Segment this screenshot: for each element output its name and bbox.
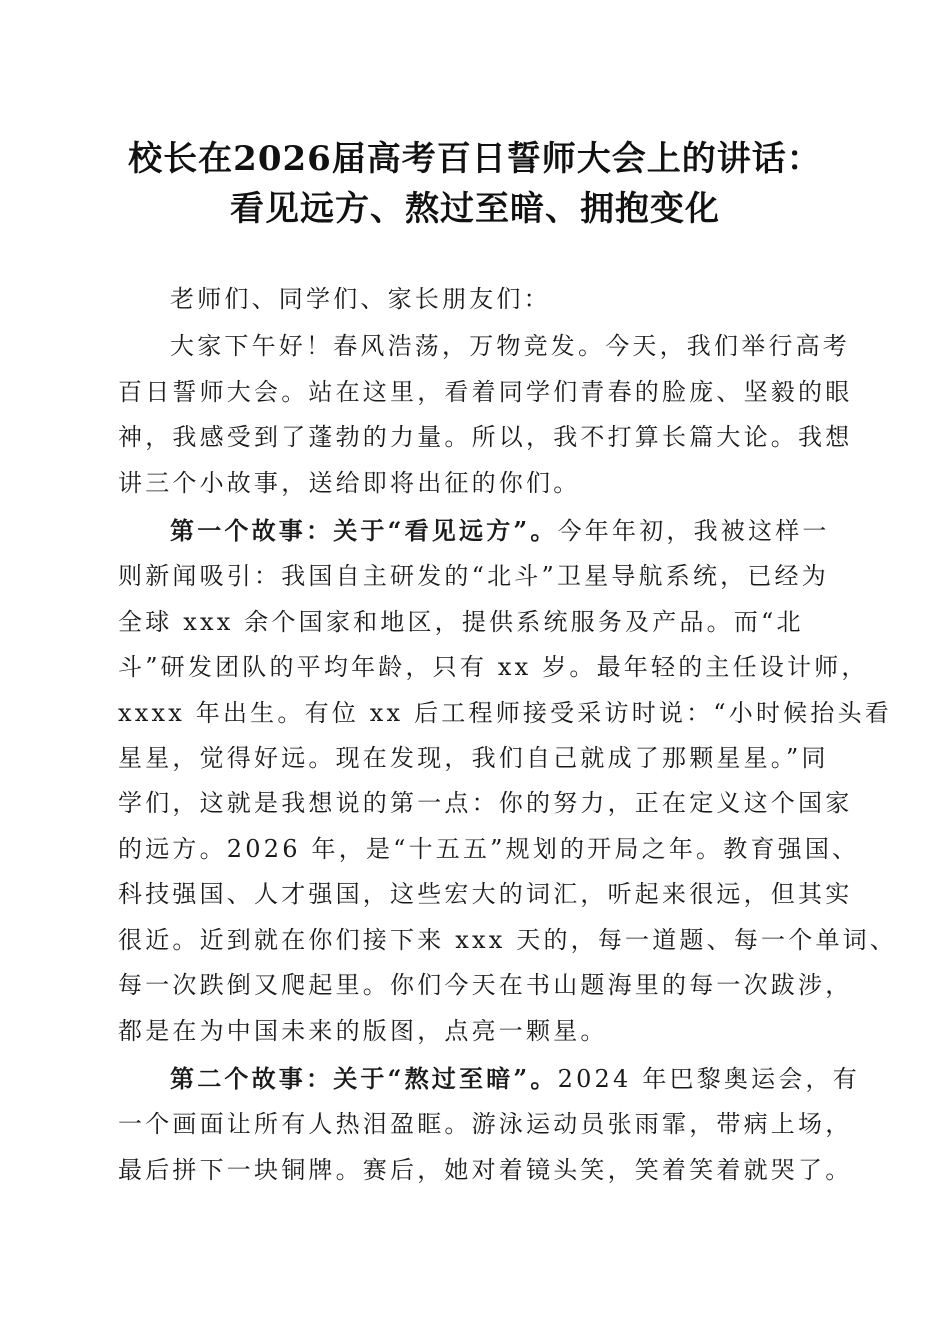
- paragraph-greeting: [118, 324, 853, 506]
- paragraph-line: 斗”研发团队的平均年龄，只有 xx 岁。最年轻的主任设计师，: [118, 653, 869, 682]
- salutation: 老师们、同学们、家长朋友们：: [170, 285, 551, 313]
- paragraph-line: [118, 1056, 860, 1102]
- paragraph-line: 讲三个小故事，送给即将出征的你们。: [118, 468, 581, 497]
- paragraph-line: 星星，觉得好远。现在发现，我们自己就成了那颗星星。”同: [118, 744, 829, 773]
- title-line-2: 看见远方、熬过至暗、拥抱变化: [230, 189, 720, 229]
- paragraph-line: [118, 508, 830, 554]
- paragraph-line: 则新闻吸引：我国自主研发的“北斗”卫星导航系统，已经为: [118, 562, 829, 591]
- story-two-heading: 第二个故事：关于“熬过至暗”。: [170, 1063, 558, 1093]
- paragraph-line: 全球 xxx 余个国家和地区，提供系统服务及产品。而“北: [118, 607, 804, 636]
- story-one-heading: 第一个故事：关于“看见远方”。: [170, 516, 558, 546]
- paragraph-line-text: 2024 年巴黎奥运会，有: [557, 1064, 860, 1093]
- paragraph-line: 都是在为中国未来的版图，点亮一颗星。: [118, 1016, 608, 1045]
- paragraph-line: 科技强国、人才强国，这些宏大的词汇，听起来很远，但其实: [118, 880, 853, 909]
- paragraph-line: 的远方。2026 年，是“十五五”规划的开局之年。教育强国、: [118, 834, 860, 863]
- paragraph-line: 很近。近到就在你们接下来 xxx 天的，每一道题、每一个单词、: [118, 925, 898, 954]
- paragraph-line: 学们，这就是我想说的第一点：你的努力，正在定义这个国家: [118, 789, 853, 818]
- paragraph-line: xxxx 年出生。有位 xx 后工程师接受采访时说：“小时候抬头看: [118, 698, 892, 727]
- paragraph-story-two: [118, 1056, 860, 1193]
- paragraph-line: 百日誓师大会。站在这里，看着同学们青春的脸庞、坚毅的眼: [118, 377, 853, 406]
- paragraph-line: 最后拼下一块铜牌。赛后，她对着镜头笑，笑着笑着就哭了。: [118, 1155, 853, 1184]
- title-line-1: 校长在2026届高考百日誓师大会上的讲话：: [128, 139, 822, 179]
- paragraph-line: 一个画面让所有人热泪盈眶。游泳运动员张雨霏，带病上场，: [118, 1110, 853, 1139]
- paragraph-story-one: [118, 508, 898, 1054]
- paragraph-line: 大家下午好！春风浩荡，万物竞发。今天，我们举行高考: [170, 332, 850, 361]
- paragraph-line-text: 今年年初，我被这样一: [557, 517, 830, 546]
- paragraph-line: 神，我感受到了蓬勃的力量。所以，我不打算长篇大论。我想: [118, 423, 853, 452]
- paragraph-line: 每一次跌倒又爬起里。你们今天在书山题海里的每一次跋涉，: [118, 971, 853, 1000]
- document-body: [118, 277, 898, 1193]
- page-title: [60, 134, 890, 234]
